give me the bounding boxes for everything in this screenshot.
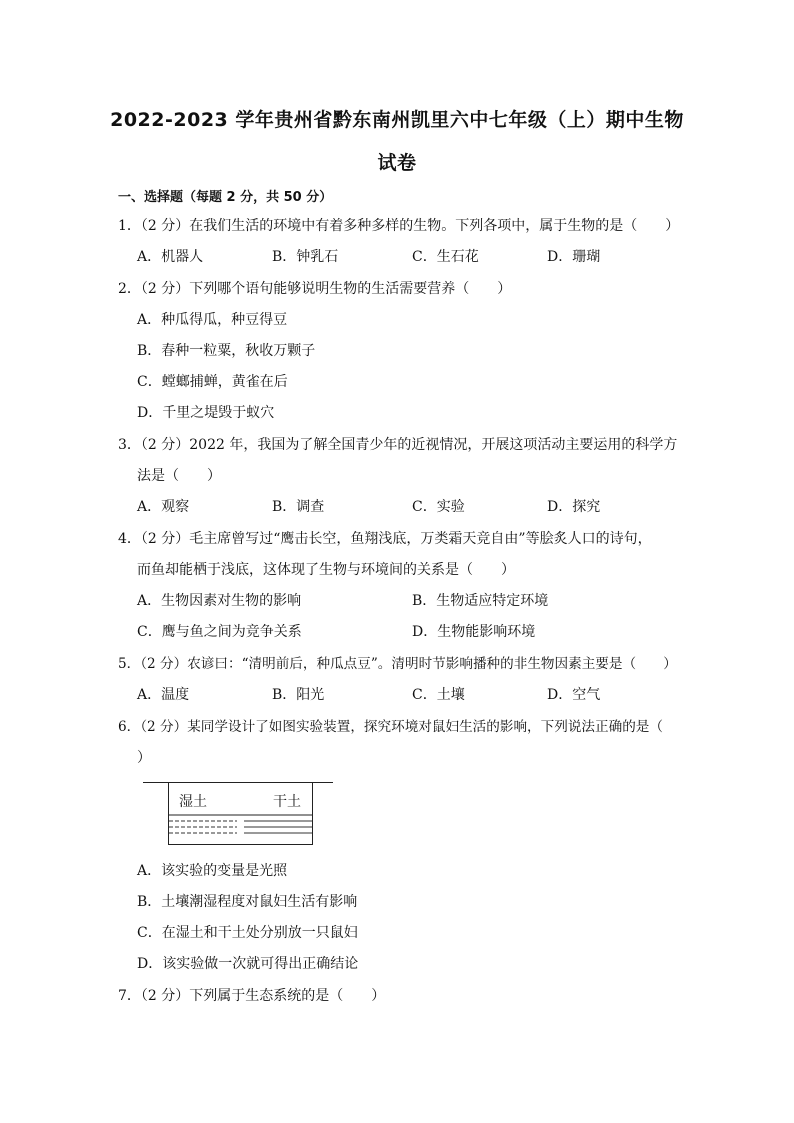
- q3-option-d: D．探究: [547, 499, 601, 515]
- q2-option-a: A．种瓜得瓜，种豆得豆: [137, 312, 288, 328]
- q7-stem: 7．（2 分）下列属于生态系统的是（ ）: [118, 988, 386, 1004]
- q1-option-d: D．珊瑚: [547, 249, 601, 265]
- q2-option-d: D．千里之堤毁于蚁穴: [137, 405, 275, 421]
- q5-option-b: B．阳光: [272, 687, 325, 703]
- q5-stem: 5．（2 分）农谚曰：“清明前后，种瓜点豆”。清明时节影响播种的非生物因素主要是（ ）: [118, 656, 677, 672]
- figure-container: [168, 782, 313, 845]
- q3-option-a: A．观察: [137, 499, 190, 515]
- q2-option-c: C．螳螂捕蝉，黄雀在后: [137, 374, 288, 390]
- q4-option-b: B．生物适应特定环境: [412, 593, 549, 609]
- q1-option-c: C．生石花: [412, 249, 479, 265]
- soil-layer-graphic: [169, 782, 312, 844]
- q6-stem: 6．（2 分）某同学设计了如图实验装置，探究环境对鼠妇生活的影响，下列说法正确的是（: [118, 719, 663, 735]
- page-title: 2022-2023 学年贵州省黔东南州凯里六中七年级（上）期中生物: [110, 109, 684, 131]
- q5-option-a: A．温度: [137, 687, 190, 703]
- q2-option-b: B．春种一粒粟，秋收万颗子: [137, 343, 316, 359]
- wet-soil-label: 湿土: [179, 794, 207, 810]
- q3-stem-cont: 法是（ ）: [137, 468, 221, 484]
- q6-option-d: D．该实验做一次就可得出正确结论: [137, 956, 359, 972]
- q3-stem: 3．（2 分）2022 年，我国为了解全国青少年的近视情况，开展这项活动主要运用的科学方: [118, 437, 678, 453]
- page-title-cont: 试卷: [377, 152, 417, 174]
- q5-option-c: C．土壤: [412, 687, 465, 703]
- q4-option-d: D．生物能影响环境: [412, 624, 536, 640]
- q3-option-c: C．实验: [412, 499, 465, 515]
- q5-option-d: D．空气: [547, 687, 601, 703]
- q2-stem: 2．（2 分）下列哪个语句能够说明生物的生活需要营养（ ）: [118, 281, 512, 297]
- q3-option-b: B．调查: [272, 499, 325, 515]
- q4-option-a: A．生物因素对生物的影响: [137, 593, 302, 609]
- dry-soil-label: 干土: [273, 794, 301, 810]
- experiment-figure: [143, 782, 333, 846]
- q1-option-a: A．机器人: [137, 249, 204, 265]
- q6-option-a: A．该实验的变量是光照: [137, 863, 288, 879]
- q4-option-c: C．鹰与鱼之间为竞争关系: [137, 624, 302, 640]
- q4-stem: 4．（2 分）毛主席曾写过“鹰击长空，鱼翔浅底，万类霜天竞自由”等脍炙人口的诗句，: [118, 531, 652, 547]
- q6-option-b: B．土壤潮湿程度对鼠妇生活有影响: [137, 894, 358, 910]
- q1-stem: 1．（2 分）在我们生活的环境中有着多种多样的生物。下列各项中，属于生物的是（ ）: [118, 218, 680, 234]
- q4-stem-cont: 而鱼却能栖于浅底，这体现了生物与环境间的关系是（ ）: [137, 562, 515, 578]
- q6-option-c: C．在湿土和干土处分别放一只鼠妇: [137, 925, 358, 941]
- q1-option-b: B．钟乳石: [272, 249, 339, 265]
- q6-stem-cont: ）: [137, 750, 151, 766]
- section-heading: 一、选择题（每题 2 分，共 50 分）: [118, 190, 333, 205]
